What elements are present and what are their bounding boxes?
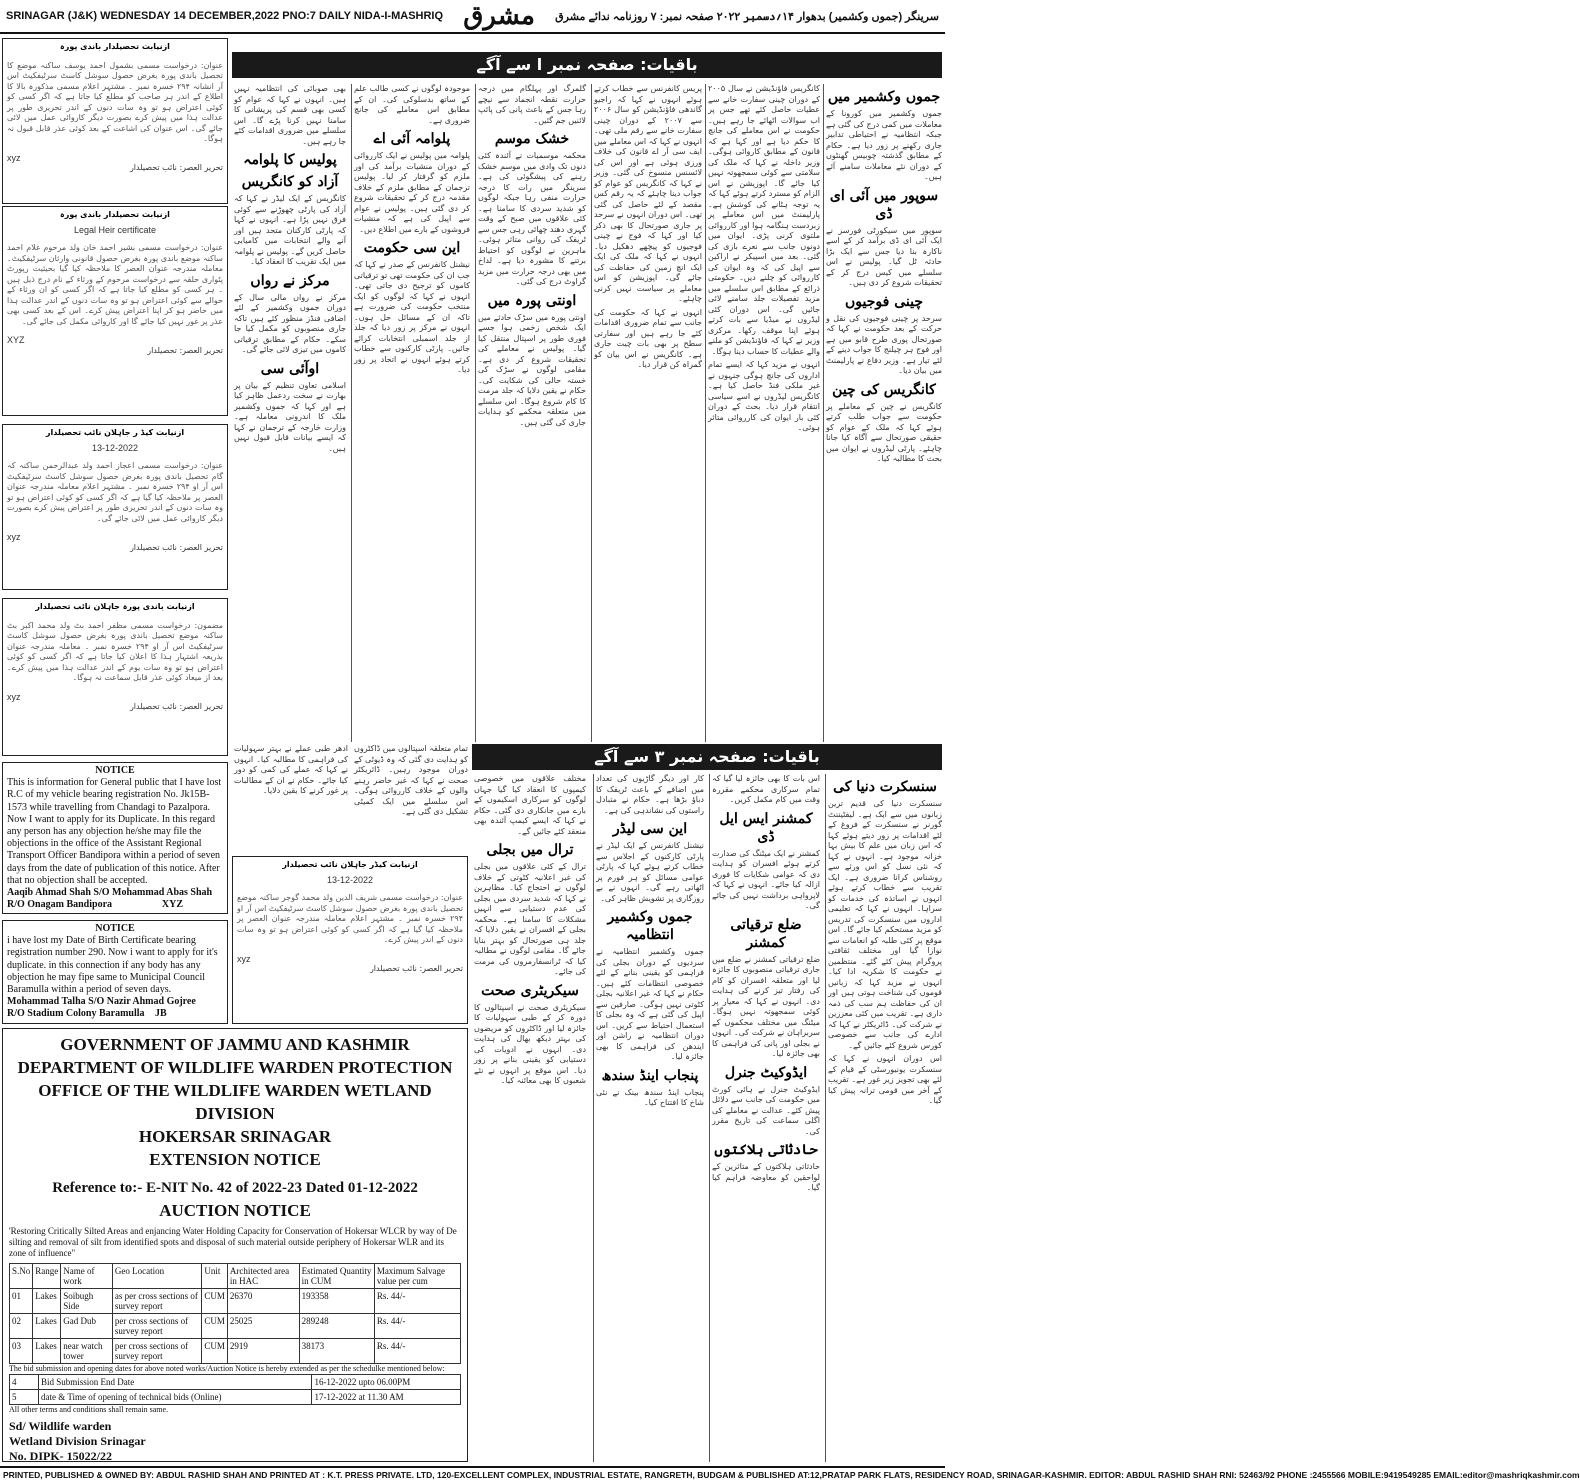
notice-body: This is information for General public that I have lost R.C of my vehicle bearing registration No. Jk15B-1573 while travelling from Chandagi to Pazalpora. Now I want to apply for its Duplicate. In this regard any person has any objection he/she may file the objections in the office of the Assistant Regional Transport Officer Bandipora within a period of seven days from the date of publication of this notice. After that no objection shall be accepted.	[7, 777, 222, 886]
notice-signature: xyz	[237, 953, 251, 964]
notice-date: 13-12-2022	[326, 874, 374, 885]
article-headline: ضلع ترقیاتی کمشنر	[730, 916, 802, 951]
notice-signature: XYZ	[7, 335, 25, 345]
article-headline: خشک موسم	[494, 131, 570, 147]
table-cell: 38173	[299, 1339, 374, 1364]
table-header: Name of work	[61, 1264, 113, 1289]
column-divider	[823, 84, 824, 742]
table-cell: date & Time of opening of technical bids (Online)	[39, 1390, 312, 1405]
notice-signature: xyz	[7, 691, 21, 702]
notice-address: R/O Stadium Colony Baramulla JB	[7, 1008, 167, 1020]
notice-address: R/O Onagam Bandipora XYZ	[7, 899, 183, 911]
table-cell: Gad Dub	[61, 1314, 113, 1339]
gov-line-2: DEPARTMENT OF WILDLIFE WARDEN PROTECTION	[17, 1058, 453, 1077]
article-headline: پنجاب اینڈ سندھ	[601, 1067, 699, 1084]
table-header: Unit	[202, 1264, 228, 1289]
article-column: بھی صوبائی کی انتظامیہ نہیں ہیں۔ انہوں نے کہا کہ عوام کو کسی بھی قسم کی پریشانی کا سامنا نہیں کرنا پڑے گا۔ اس سلسلے میں ضروری اقدامات کئے جا رہے ہیں۔ پولیس کا پلوامہ آزاد کو کانگریس کانگریس کے ایک لیڈر نے کہا کہ آزاد کی پارٹی چھوڑنے سے کوئی فرق نہیں پڑا ہے۔ انہوں نے کہا کہ پارٹی کارکنان متحد ہیں اور آنے والے انتخابات میں کامیابی حاصل کریں گے۔ پولیس نے پلوامہ میں ایک تقریب کا انعقاد کیا۔ مرکز نے رواں مرکز نے رواں مالی سال کے دوران جموں وکشمیر کے لئے اضافی فنڈز منظور کئے ہیں تاکہ جاری منصوبوں کو مکمل کیا جا سکے۔ حکام کے مطابق ترقیاتی کاموں میں تیزی لائی جائے گی۔ اوآئی سی اسلامی تعاون تنظیم کے بیان پر بھارت نے سخت ردعمل ظاہر کیا ہے اور کہا کہ جموں وکشمیر ملک کا اندرونی معاملہ ہے۔ وزارت خارجہ کے ترجمان نے کہا کہ ایسے بیانات قابل قبول نہیں ہیں۔	[234, 84, 346, 453]
article-column: پریس کانفرنس سے خطاب کرتے ہوئے انہوں نے کہا کہ راجیو گاندھی فاؤنڈیشن کو سال ۲۰۰۶ سے ۲۰۰۷ کے دوران چینی سفارت خانے سے رقم ملی تھی۔ انہوں نے کہا کہ اس معاملے میں ایف سی آر اے قانون کی خلاف ورزی ہوئی ہے اور اس کی لائسنس منسوخ کی گئی۔ وزیر نے کہا کہ کانگریس کو عوام کو جواب دینا چاہئے کہ یہ رقم کس مقصد کے لئے حاصل کی گئی تھی۔ اس دوران انہوں نے سرحد پر جاری صورتحال کا بھی ذکر کیا اور کہا کہ فوج نے چینی فوجیوں کو پیچھے دھکیل دیا۔ انہوں نے کہا کہ ملک کی ایک ایک انچ زمین کی حفاظت کی جائے گی۔ اپوزیشن کو اس معاملے پر سیاست نہیں کرنی چاہئے۔ انہوں نے کہا کہ حکومت کی جانب سے تمام ضروری اقدامات کئے جا رہے ہیں اور سفارتی سطح پر بھی بات چیت جاری ہے۔ کانگریس نے اس بیان کو گمراہ کن قرار دیا۔	[594, 84, 703, 369]
urdu-notice-5	[232, 856, 468, 1024]
table-cell: Lakes	[33, 1314, 61, 1339]
notice-body: عنوان: درخواست مسمی اعجاز احمد ولد عبدالرحمن ساکنہ کہ گام تحصیل باندی پورہ بغرض حصول سوشل کاسٹ سرٹیفکیٹ اس آر او ۲۹۴ خسرہ نمبر ۔ مشتہر اعلام معاملہ مندرجہ عنوان العصر پر ملاحظہ کیا گیا ہے کہ اگر کسی کو کوئی اعتراض ہو تو وہ سات دنوں کے اندر تحریری طور پر اعتراض پیش کرے بصورت دیگر کاروائی عمل میں لائی جائے گی۔	[7, 461, 223, 523]
notice-date: 13-12-2022	[91, 442, 139, 453]
notice-body: مضمون: درخواست مسمی مظفر احمد بٹ ولد محمد اکبر بٹ ساکنہ موضع تحصیل باندی پورہ بغرض حصول سوشل کاسٹ سرٹیفکیٹ اس آر او ۲۹۴ خسرہ نمبر ۔ معاملہ مندرجہ عنوان بذریعہ اشتہار ہذا کا اعلان کیا جاتا ہے کہ اگر کسی کو کوئی اعتراض ہو تو وہ سات یوم کے اندر عدالت ہذا میں پیش کرے۔ بعد از میعاد کوئی عذر قابل سماعت نہ ہوگا۔	[7, 620, 224, 682]
notice-title: NOTICE	[95, 765, 135, 776]
table-cell: Rs. 44/-	[374, 1339, 460, 1364]
table-cell: CUM	[202, 1339, 228, 1364]
table-cell: Lakes	[33, 1289, 61, 1314]
table-row	[10, 1314, 461, 1339]
signature-line-1: Sd/ Wildlife warden	[9, 1419, 112, 1433]
notice-body: عنوان: درخواست مسمی بشمول احمد یوسف ساکنہ موضع کا تحصیل باندی پورہ بغرض حصول سوشل کاسٹ سرٹیفکیٹ اس آر انشانہ ۲۹۴ خسرہ نمبر ۔ مشتہر اعلام مسمی مذکورہ بالا کا اطلاع کے اندر ہر صاحب کو مطلع کیا جاتا ہے کہ اگر کسی کو کوئی اعتراض ہو تو وہ سات دنوں کے اندر تحریری طور پر عدالت ہذا میں پیش کرے بصورت دیگر کاروائی عمل میں لائی جائے گی۔ اس عنوان کی اشاعت کے بعد کوئی عذر قابل قبول نہ ہوگا۔	[7, 60, 224, 143]
table-cell: near watch tower	[61, 1339, 113, 1364]
article-column: جموں وکشمیر میں جموں وکشمیر میں کورونا کے معاملات میں کمی درج کی گئی ہے جبکہ انتظامیہ نے احتیاطی تدابیر جاری رکھنے پر زور دیا ہے۔ حکام کے مطابق گذشتہ چوبیس گھنٹوں کے دوران نئے معاملات سامنے آئے ہیں۔ سوپور میں آئی ای ڈی سوپور میں سیکورٹی فورسز نے ایک آئی ای ڈی برآمد کر کے اسے ناکارہ بنا دیا جس سے ایک بڑا حادثہ ٹل گیا۔ پولیس نے اس سلسلے میں کیس درج کر کے تحقیقات شروع کر دی ہیں۔ چینی فوجیوں سرحد پر چینی فوجیوں کی نقل و حرکت کے بعد حکومت نے کہا کہ صورتحال پوری طرح قابو میں ہے اور فوج ہر چیلنج کا جواب دینے کے لئے تیار ہے۔ وزیر دفاع نے پارلیمنٹ میں بیان دیا۔ کانگریس کی چین کانگریس نے چین کے معاملے پر حکومت سے جواب طلب کرتے ہوئے کہا کہ ملک کے عوام کو حقیقی صورتحال سے آگاہ کیا جانا چاہئے۔ پارٹی لیڈروں نے ایوان میں بحث کا مطالبہ کیا۔	[826, 89, 942, 463]
article-column: گلمرگ اور پہلگام میں درجہ حرارت نقطہ انجماد سے نیچے رہا جس کے باعث پانی کی پائپ لائنیں جم گئیں۔ خشک موسم محکمہ موسمیات نے آئندہ کئی دنوں تک وادی میں موسم خشک رہنے کی پیشگوئی کی ہے۔ سرینگر میں رات کا درجہ حرارت منفی رہا جبکہ لوگوں کو شدید سردی کا سامنا ہے۔ کئی علاقوں میں صبح کے وقت گہری دھند چھائی رہی جس سے ٹریفک کی روانی متاثر ہوئی۔ ماہرین نے لوگوں کو احتیاط برتنے کا مشورہ دیا ہے۔ لداخ میں بھی درجہ حرارت میں مزید گراوٹ درج کی گئی۔ اونتی پورہ میں اونتی پورہ میں سڑک حادثے میں ایک شخص زخمی ہوا جسے فوری طور پر اسپتال منتقل کیا گیا۔ پولیس نے معاملے کی تحقیقات شروع کر دی ہے۔ مقامی لوگوں نے سڑک کی خستہ حالی کی شکایت کی۔ حکام نے یقین دلایا کہ جلد مرمت کا کام شروع ہوگا۔ اس سلسلے میں متعلقہ محکمے کو ہدایات جاری کی گئی ہیں۔	[478, 84, 586, 427]
table-header: Geo Location	[112, 1264, 201, 1289]
column-divider	[593, 774, 594, 1462]
article-column: سنسکرت دنیا کی سنسکرت دنیا کی قدیم ترین زبانوں میں سے ایک ہے۔ لیفٹیننٹ گورنر نے سنسکرت کے فروغ کے لئے اقدامات پر زور دیتے ہوئے کہا کہ اس زبان میں علم کا بیش بہا خزانہ موجود ہے۔ انہوں نے کہا کہ نئی نسل کو اس ورثے سے روشناس کرانا ضروری ہے۔ ایک تقریب سے خطاب کرتے ہوئے انہوں نے اساتذہ کی خدمات کو سراہا۔ انہوں نے کہا کہ تعلیمی اداروں میں سنسکرت کی تدریس کو مزید مستحکم کیا جائے گا۔ اس موقع پر کئی طلبہ کو انعامات سے نوازا گیا اور مختلف ثقافتی پروگرام پیش کئے گئے۔ منتظمین نے حکومت کا شکریہ ادا کیا۔ انہوں نے مزید کہا کہ زبانیں قوموں کی شناخت ہوتی ہیں اور ان کی حفاظت ہم سب کی ذمہ داری ہے۔ تقریب میں کئی معززین نے شرکت کی۔ ڈائریکٹر نے کہا کہ ادارے کی جانب سے خصوصی کورس شروع کئے جائیں گے۔ اس دوران انہوں نے کہا کہ سنسکرت یونیورسٹی کے قیام کے لئے بھی تجویز زیر غور ہے۔ تقریب کے آخر میں قومی ترانہ پیش کیا گیا۔	[828, 779, 942, 1105]
notice-title: ازنیابت کیڈر جاہلان نائب تحصیلدار	[282, 860, 418, 869]
article-headline: جموں وکشمیر انتظامیہ	[607, 909, 693, 943]
urdu-notice-4	[2, 598, 228, 756]
wildlife-auction-notice	[2, 1028, 468, 1462]
article-column: تمام متعلقہ اسپتالوں میں ڈاکٹروں کو ہدایت دی گئی کہ وہ ڈیوٹی کے دوران موجود رہیں۔ ڈائریکٹر صحت نے کہا کہ غیر حاضر رہنے والوں کے خلاف کارروائی ہوگی۔ اس سلسلے میں ایک کمیٹی تشکیل دی گئی ہے۔	[353, 744, 468, 816]
article-headline: پلوامہ آئی اے	[373, 131, 451, 147]
table-header: Range	[33, 1264, 61, 1289]
notice-title: ازنیابت تحصیلدار باندی پورہ	[60, 210, 170, 219]
notice-signer: Mohammad Talha S/O Nazir Ahmad Gojree	[7, 996, 196, 1008]
schedule-table	[9, 1374, 461, 1405]
table-cell: 25025	[227, 1314, 299, 1339]
article-column: موجودہ لوگوں نے کسی طالب علم کے ساتھ بدسلوکی کی۔ ان کے مطابق اس معاملے کی جانچ ضروری ہے۔ پلوامہ آئی اے پلوامہ میں پولیس نے ایک کارروائی کے دوران منشیات برآمد کی اور ملزم کو گرفتار کر لیا۔ پولیس ترجمان کے مطابق ملزم کے خلاف مقدمہ درج کر کے تحقیقات شروع کر دی گئی ہیں۔ پولیس نے عوام سے اپیل کی ہے کہ منشیات فروشوں کے بارے میں اطلاع دیں۔ این سی حکومت نیشنل کانفرنس کے صدر نے کہا کہ جب ان کی حکومت تھی تو ترقیاتی کاموں کو ترجیح دی جاتی تھی۔ انہوں نے کہا کہ لوگوں کو ایک منتخب حکومت کی ضرورت ہے تاکہ ان کے مسائل حل ہوں۔ انہوں نے مرکز پر زور دیا کہ جلد از جلد اسمبلی انتخابات کرائے جائیں۔ پارٹی کارکنوں سے خطاب کرتے ہوئے انہوں نے اتحاد پر زور دیا۔	[354, 84, 470, 374]
bottom-section-banner: باقیات: صفحہ نمبر ۳ سے آگے	[472, 744, 942, 770]
table-cell: Rs. 44/-	[374, 1314, 460, 1339]
gov-line-6: AUCTION NOTICE	[159, 1201, 311, 1220]
article-column: مختلف علاقوں میں خصوصی کیمپوں کا انعقاد کیا گیا جہاں لوگوں کو سرکاری اسکیموں کے بارے میں جانکاری دی گئی۔ حکام نے کہا کہ ایسے کیمپ آئندہ بھی منعقد کئے جائیں گے۔ ترال میں بجلی ترال کے کئی علاقوں میں بجلی کی غیر اعلانیہ کٹوتی کے خلاف لوگوں نے احتجاج کیا۔ مظاہرین نے کہا کہ شدید سردی میں بجلی کی عدم دستیابی سے انہیں مشکلات کا سامنا ہے۔ محکمہ بجلی کے افسران نے یقین دلایا کہ جلد ہی صورتحال کو بہتر بنایا جائے گا۔ مقامی لوگوں نے مطالبہ کیا کہ ٹرانسفارمروں کی مرمت کی جائے۔ سیکریٹری صحت سیکریٹری صحت نے اسپتالوں کا دورہ کر کے طبی سہولیات کا جائزہ لیا اور ڈاکٹروں کو مریضوں کی بہتر دیکھ بھال کی ہدایت دی۔ انہوں نے ادویات کی دستیابی کو یقینی بنانے پر زور دیا۔ اس موقع پر انہوں نے نئے شعبوں کا بھی معائنہ کیا۔	[474, 774, 586, 1085]
article-headline: حادثاتی ہلاکتوں	[714, 1142, 818, 1158]
table-cell: Soibugh Side	[61, 1289, 113, 1314]
gov-intro: 'Restoring Critically Silted Areas and enjancing Water Holding Capacity for Conservation of Hokersar WLCR by way of De silting and removal of silt from identified spots and disposal of such material outside periphery of Hokersar WLR and its zone of influence"	[9, 1226, 457, 1258]
article-headline: اونتی پورہ میں	[487, 292, 577, 309]
notice-body: i have lost my Date of Birth Certificate bearing registration number 290. Now i want to apply for it's duplicate. in this connection if any body has any objection he may fipe same to Municipal Council Baramulla within a period of seven days.	[7, 935, 218, 996]
gov-line-3: OFFICE OF THE WILDLIFE WARDEN WETLAND DIVISION	[38, 1081, 432, 1123]
table-cell: as per cross sections of survey report	[112, 1289, 201, 1314]
extension-note: The bid submission and opening dates for above noted works/Auction Notice is hereby extended as per the schedulke mentioned below:	[9, 1364, 445, 1373]
birth-certificate-notice	[2, 920, 228, 1024]
table-cell: CUM	[202, 1314, 228, 1339]
notice-title: NOTICE	[95, 923, 135, 934]
table-row	[10, 1289, 461, 1314]
table-cell: 01	[10, 1289, 33, 1314]
newspaper-logo: مشرق	[463, 1, 535, 31]
article-headline: این سی حکومت	[363, 240, 461, 256]
table-header: S.No	[10, 1264, 33, 1289]
table-cell: 4	[10, 1375, 39, 1390]
table-header: Estimated Quantity in CUM	[299, 1264, 374, 1289]
notice-title: ازنیابت تحصیلدار باندی پورہ	[60, 42, 170, 51]
column-divider	[475, 84, 476, 742]
article-headline: ترال میں بجلی	[486, 842, 574, 858]
notice-foot: تحریر العصر: نائب تحصیلدار	[129, 163, 223, 172]
table-cell: 193358	[299, 1289, 374, 1314]
article-headline: سیکریٹری صحت	[481, 982, 579, 999]
notice-foot: تحریر العصر: نائب تحصیلدار	[129, 542, 223, 552]
table-cell: CUM	[202, 1289, 228, 1314]
column-divider	[709, 774, 710, 1462]
article-headline: این سی لیڈر	[612, 821, 688, 837]
notice-signer: Aaqib Ahmad Shah S/O Mohammad Abas Shah	[7, 887, 213, 899]
article-headline: پولیس کا پلوامہ	[243, 152, 337, 168]
notice-signature: xyz	[7, 152, 21, 163]
table-cell: 289248	[299, 1314, 374, 1339]
column-divider	[705, 84, 706, 742]
auction-table	[9, 1263, 461, 1364]
article-headline: کانگریس کی چین	[832, 381, 936, 398]
article-headline: جموں وکشمیر میں	[827, 89, 941, 105]
table-cell: 16-12-2022 upto 06.00PM	[312, 1375, 461, 1390]
table-cell: 02	[10, 1314, 33, 1339]
gov-reference: Reference to:- E-NIT No. 42 of 2022-23 Dated 01-12-2022	[52, 1180, 418, 1196]
table-cell: 03	[10, 1339, 33, 1364]
article-headline: مرکز نے رواں	[250, 272, 330, 289]
signature-line-2: Wetland Division Srinagar	[9, 1434, 146, 1448]
dipk-number: No. DIPK- 15022/22	[9, 1449, 112, 1463]
table-cell: 5	[10, 1390, 39, 1405]
article-headline: چینی فوجیوں	[845, 293, 923, 310]
table-cell: Lakes	[33, 1339, 61, 1364]
article-column: کار اور دیگر گاڑیوں کی تعداد میں اضافے کے باعث ٹریفک کا دباؤ بڑھا ہے۔ حکام نے متبادل راستوں کی نشاندہی کی ہے۔ این سی لیڈر نیشنل کانفرنس کے ایک لیڈر نے پارٹی کارکنوں کے اجلاس سے خطاب کرتے ہوئے کہا کہ پارٹی عوامی مسائل کو ہر فورم پر اٹھاتی رہے گی۔ انہوں نے بے روزگاری پر تشویش ظاہر کی۔ جموں وکشمیر انتظامیہ جموں وکشمیر انتظامیہ نے سردیوں کے دوران بجلی کی فراہمی کو یقینی بنانے کے لئے خصوصی انتظامات کئے ہیں۔ حکام نے کہا کہ غیر اعلانیہ بجلی کٹوتی نہیں ہوگی۔ صارفین سے اپیل کی گئی ہے کہ وہ بجلی کا استعمال احتیاط سے کریں۔ اس دوران انتظامیہ نے راشن اور ایندھن کی فراہمی کا بھی جائزہ لیا۔ پنجاب اینڈ سندھ پنجاب اینڈ سندھ بینک نے نئی شاخ کا افتتاح کیا۔	[596, 774, 704, 1107]
table-header: Maximum Salvage value per cum	[374, 1264, 460, 1289]
imprint-footer: PRINTED, PUBLISHED & OWNED BY: ABDUL RASHID SHAH AND PRINTED AT : K.T. PRESS PRIVATE. LTD, 120-EXCELLENT COMPLEX, INDUSTRIAL ESTATE, RANGRETH, BUDGAM & PUBLISHED AT:12,PRATAP PARK FLATS, RESIDENCY ROAD, SRINAGAR-KASHMIR. EDITOR: ABDUL RASHID SHAH RNI: 52463/92 PHONE :2455566 MOBILE:9419549285 EMAIL:editor@mashriqkashmir.com	[0, 1466, 945, 1482]
top-section-banner: باقیات: صفحہ نمبر ا سے آگے	[232, 52, 942, 78]
notice-signature: xyz	[7, 532, 21, 542]
notice-foot: تحریر العصر: نائب تحصیلدار	[369, 964, 463, 973]
urdu-notice-2	[2, 206, 228, 416]
article-headline: سنسکرت دنیا کی	[833, 779, 937, 795]
masthead	[0, 0, 945, 34]
table-row	[10, 1375, 461, 1390]
table-row	[10, 1339, 461, 1364]
article-column: ادھر طبی عملے نے بہتر سہولیات کی فراہمی کا مطالبہ کیا۔ انہوں نے کہا کہ عملے کی کمی کو دور کیا جائے۔ حکام نے ان کے مطالبات پر غور کرنے کا یقین دلایا۔	[234, 744, 348, 795]
urdu-notice-3	[2, 424, 228, 590]
table-row	[10, 1390, 461, 1405]
masthead-right: سرینگر (جموں وکشمیر) بدھوار ۱۴؍دسمبر ۲۰۲۲ صفحہ نمبر: ۷ روزنامہ ندائے مشرق	[555, 10, 939, 23]
article-headline: سوپور میں آئی ای ڈی	[829, 187, 939, 222]
article-headline: کمشنر ایس ایل ڈی	[719, 810, 813, 845]
column-divider	[825, 774, 826, 1462]
table-header: Architected area in HAC	[227, 1264, 299, 1289]
notice-foot: تحریر العصر: نائب تحصیلدار	[129, 702, 223, 711]
notice-title: ازنیابت باندی پورہ جاہلان نائب تحصیلدار	[35, 602, 195, 611]
gov-line-4: HOKERSAR SRINAGAR	[138, 1127, 332, 1146]
table-cell: 17-12-2022 at 11.30 AM	[312, 1390, 461, 1405]
notice-body: عنوان: درخواست مسمی بشیر احمد خان ولد مرحوم غلام احمد ساکنہ موضع باندی پورہ بغرض حصول قانونی وارثان سرٹیفکیٹ۔ معاملہ مندرجہ عنوان العصر کا ملاحظہ کیا گیا بحیثیت رپورٹ پٹواری حلقہ سے درخواست مرحوم کے ورثاء کے نام درج ذیل ہیں ۔ ہر کسی کو مطلع کیا جاتا ہے کہ اگر کسی کو ان ورثاء کے حوالے سے کوئی اعتراض ہو تو وہ سات دنوں کے اندر عدالت ہذا میں حاضر ہو کر اپنا اعتراض پیش کرے۔ اس کے بعد کسی بھی عذر پر غور نہیں کیا جائے گا اور کاروائی مکمل کی جائے گی۔	[7, 243, 223, 326]
notice-subtitle: Legal Heir certificate	[73, 224, 157, 235]
notice-foot: تحریر العصر: تحصیلدار	[147, 345, 223, 355]
masthead-left: SRINAGAR (J&K) WEDNESDAY 14 DECEMBER,2022 PNO:7 DAILY NIDA-I-MASHRIQ	[6, 10, 444, 22]
article-headline: اوآئی سی	[260, 360, 320, 377]
article-column: اس بات کا بھی جائزہ لیا گیا کہ تمام سرکاری محکمے مقررہ وقت میں کام مکمل کریں۔ کمشنر ایس ایل ڈی کمشنر نے ایک میٹنگ کی صدارت کرتے ہوئے افسران کو ہدایت دی کہ عوامی شکایات کا فوری ازالہ کیا جائے۔ انہوں نے کہا کہ لاپرواہی برداشت نہیں کی جائے گی۔ ضلع ترقیاتی کمشنر ضلع ترقیاتی کمشنر نے ضلع میں جاری ترقیاتی منصوبوں کا جائزہ لیا اور متعلقہ افسران کو کام کی رفتار تیز کرنے کی ہدایت دی۔ انہوں نے کہا کہ معیار پر کوئی سمجھوتہ نہیں ہوگا۔ میٹنگ میں مختلف محکموں کے سربراہان نے شرکت کی۔ انہوں نے بجلی اور پانی کی فراہمی کا بھی جائزہ لیا۔ ایڈوکیٹ جنرل ایڈوکیٹ جنرل نے ہائی کورٹ میں حکومت کی جانب سے دلائل پیش کئے۔ عدالت نے معاملے کی اگلی سماعت کی تاریخ مقرر کی۔ حادثاتی ہلاکتوں حادثاتی ہلاکتوں کے متاثرین کے لواحقین کو معاوضہ فراہم کیا گیا۔	[712, 774, 820, 1192]
article-headline: ایڈوکیٹ جنرل	[724, 1064, 808, 1081]
vehicle-rc-notice	[2, 762, 228, 914]
article-headline: آزاد کو کانگریس	[241, 174, 339, 190]
table-cell: Rs. 44/-	[374, 1289, 460, 1314]
table-cell: 2919	[227, 1339, 299, 1364]
table-cell: per cross sections of survey report	[112, 1314, 201, 1339]
table-header-row	[10, 1264, 461, 1289]
column-divider	[591, 84, 592, 742]
notice-body: عنوان: درخواست مسمی شریف الدین ولد محمد گوجر ساکنہ موضع تحصیل باندی پورہ بغرض حصول سوشل کاسٹ سرٹیفکیٹ اس آر او ۲۹۴ خسرہ نمبر ۔ مشتہر اعلام معاملہ مندرجہ عنوان العصر پر ملاحظہ کیا گیا ہے کہ اگر کسی کو کوئی اعتراض ہو تو وہ سات دنوں کے اندر پیش کرے۔	[237, 893, 463, 944]
table-cell: per cross sections of survey report	[112, 1339, 201, 1364]
table-cell: Bid Submission End Date	[39, 1375, 312, 1390]
notice-title: ازنیابت کیڈ ر جاہلان نائب تحصیلدار	[45, 428, 185, 437]
terms-note: All other terms and conditions shall remain same.	[9, 1405, 169, 1414]
article-column: کانگریس فاؤنڈیشن نے سال ۲۰۰۵ کے دوران چینی سفارت خانے سے عطیات حاصل کئے تھے جس پر اب سوالات اٹھائے جا رہے ہیں۔ حکومت نے اس معاملے کی جانچ کا حکم دیا ہے اور کہا ہے کہ قانون کے مطابق کاروائی ہوگی۔ وزیر داخلہ نے کہا کہ ملک کی سلامتی سے کوئی سمجھوتہ نہیں کیا جائے گا۔ اپوزیشن نے اس الزام کو مسترد کرتے ہوئے کہا کہ یہ توجہ ہٹانے کی کوشش ہے۔ پارلیمنٹ میں اس معاملے پر زبردست ہنگامہ ہوا اور کارروائی ملتوی کرنی پڑی۔ ایوان میں دونوں جانب سے نعرے بازی کی گئی۔ بعد میں اسپیکر نے اراکین سے اپیل کی کہ وہ ایوان کی کارروائی کو چلنے دیں۔ حکومتی ذرائع کے مطابق اس سلسلے میں مزید تفصیلات جلد سامنے لائی جائیں گی۔ اس دوران کئی لیڈروں نے میڈیا سے بات کرتے ہوئے اپنا موقف رکھا۔ مرکزی وزیر نے کہا کہ فاؤنڈیشن کو ملنے والے عطیات کا حساب دینا ہوگا۔ انہوں نے مزید کہا کہ ایسے تمام اداروں کی جانچ ہوگی جنہوں نے غیر ملکی فنڈ حاصل کیا ہے۔ کانگریس لیڈروں نے اسے سیاسی انتقام قرار دیا۔ بحث کے دوران کئی بار ایوان کی کارروائی متاثر ہوئی۔	[708, 84, 820, 432]
gov-line-1: GOVERNMENT OF JAMMU AND KASHMIR	[60, 1035, 410, 1054]
gov-line-5: EXTENSION NOTICE	[149, 1150, 321, 1169]
table-cell: 26370	[227, 1289, 299, 1314]
urdu-notice-1	[2, 38, 228, 204]
column-divider	[351, 84, 352, 742]
